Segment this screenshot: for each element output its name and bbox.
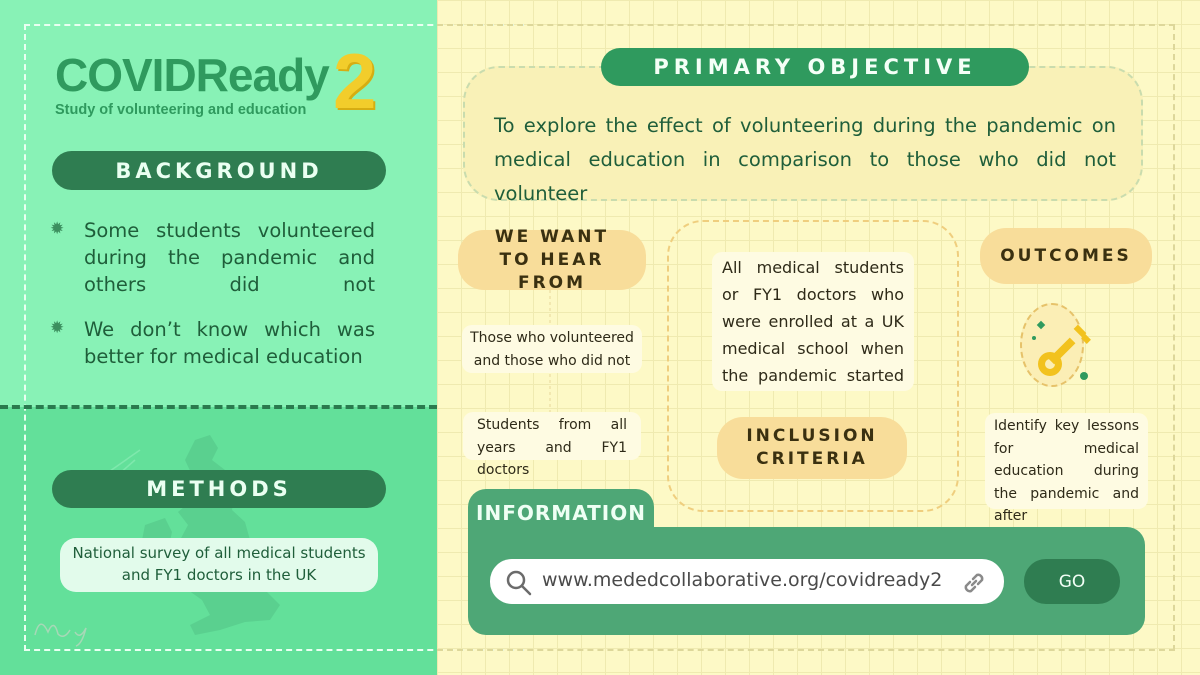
methods-text: National survey of all medical students and FY1 doctors in the UK xyxy=(60,538,378,592)
logo xyxy=(55,37,377,125)
inclusion-heading: INCLUSION CRITERIA xyxy=(717,417,907,479)
key-icon xyxy=(1030,318,1102,388)
sun-bullet-icon: ✹ xyxy=(50,219,65,239)
background-bullet xyxy=(50,217,375,298)
hear-from-item: Students from all years and FY1 doctors xyxy=(463,412,641,460)
sun-bullet-icon: ✹ xyxy=(50,318,65,338)
link-icon[interactable] xyxy=(960,569,988,597)
outcomes-heading: OUTCOMES xyxy=(980,228,1152,284)
logo-subtitle: Study of volunteering and education xyxy=(55,102,307,118)
search-icon xyxy=(506,570,532,596)
information-heading: INFORMATION xyxy=(468,489,654,537)
outcomes-text: Identify key lessons for medical education during the pandemic and after xyxy=(985,413,1148,509)
inclusion-text: All medical students or FY1 doctors who were enrolled at a UK medical school when the pandemic started xyxy=(712,252,914,391)
background-heading: BACKGROUND xyxy=(52,151,386,190)
section-divider xyxy=(0,405,437,409)
bullet-text: Some students volunteered during the pandemic and others did not xyxy=(84,219,375,296)
url-bar[interactable] xyxy=(490,559,1004,604)
objective-heading: PRIMARY OBJECTIVE xyxy=(601,48,1029,86)
background-bullet xyxy=(50,316,375,370)
hear-from-item: Those who volunteered and those who did not xyxy=(462,325,642,373)
hear-from-heading: WE WANT TO HEAR FROM xyxy=(458,230,646,290)
bullet-text: We don’t know which was better for medical education xyxy=(84,318,375,368)
url-text[interactable]: www.mededcollaborative.org/covidready2 xyxy=(542,569,943,591)
logo-number: 2 xyxy=(333,37,377,125)
methods-heading: METHODS xyxy=(52,470,386,508)
logo-title: COVIDReady xyxy=(55,49,329,101)
go-button[interactable]: GO xyxy=(1024,559,1120,604)
signature-mark xyxy=(30,610,100,650)
objective-text: To explore the effect of volunteering during the pandemic on medical education in comparison to those who did not volunteer xyxy=(494,114,1116,205)
